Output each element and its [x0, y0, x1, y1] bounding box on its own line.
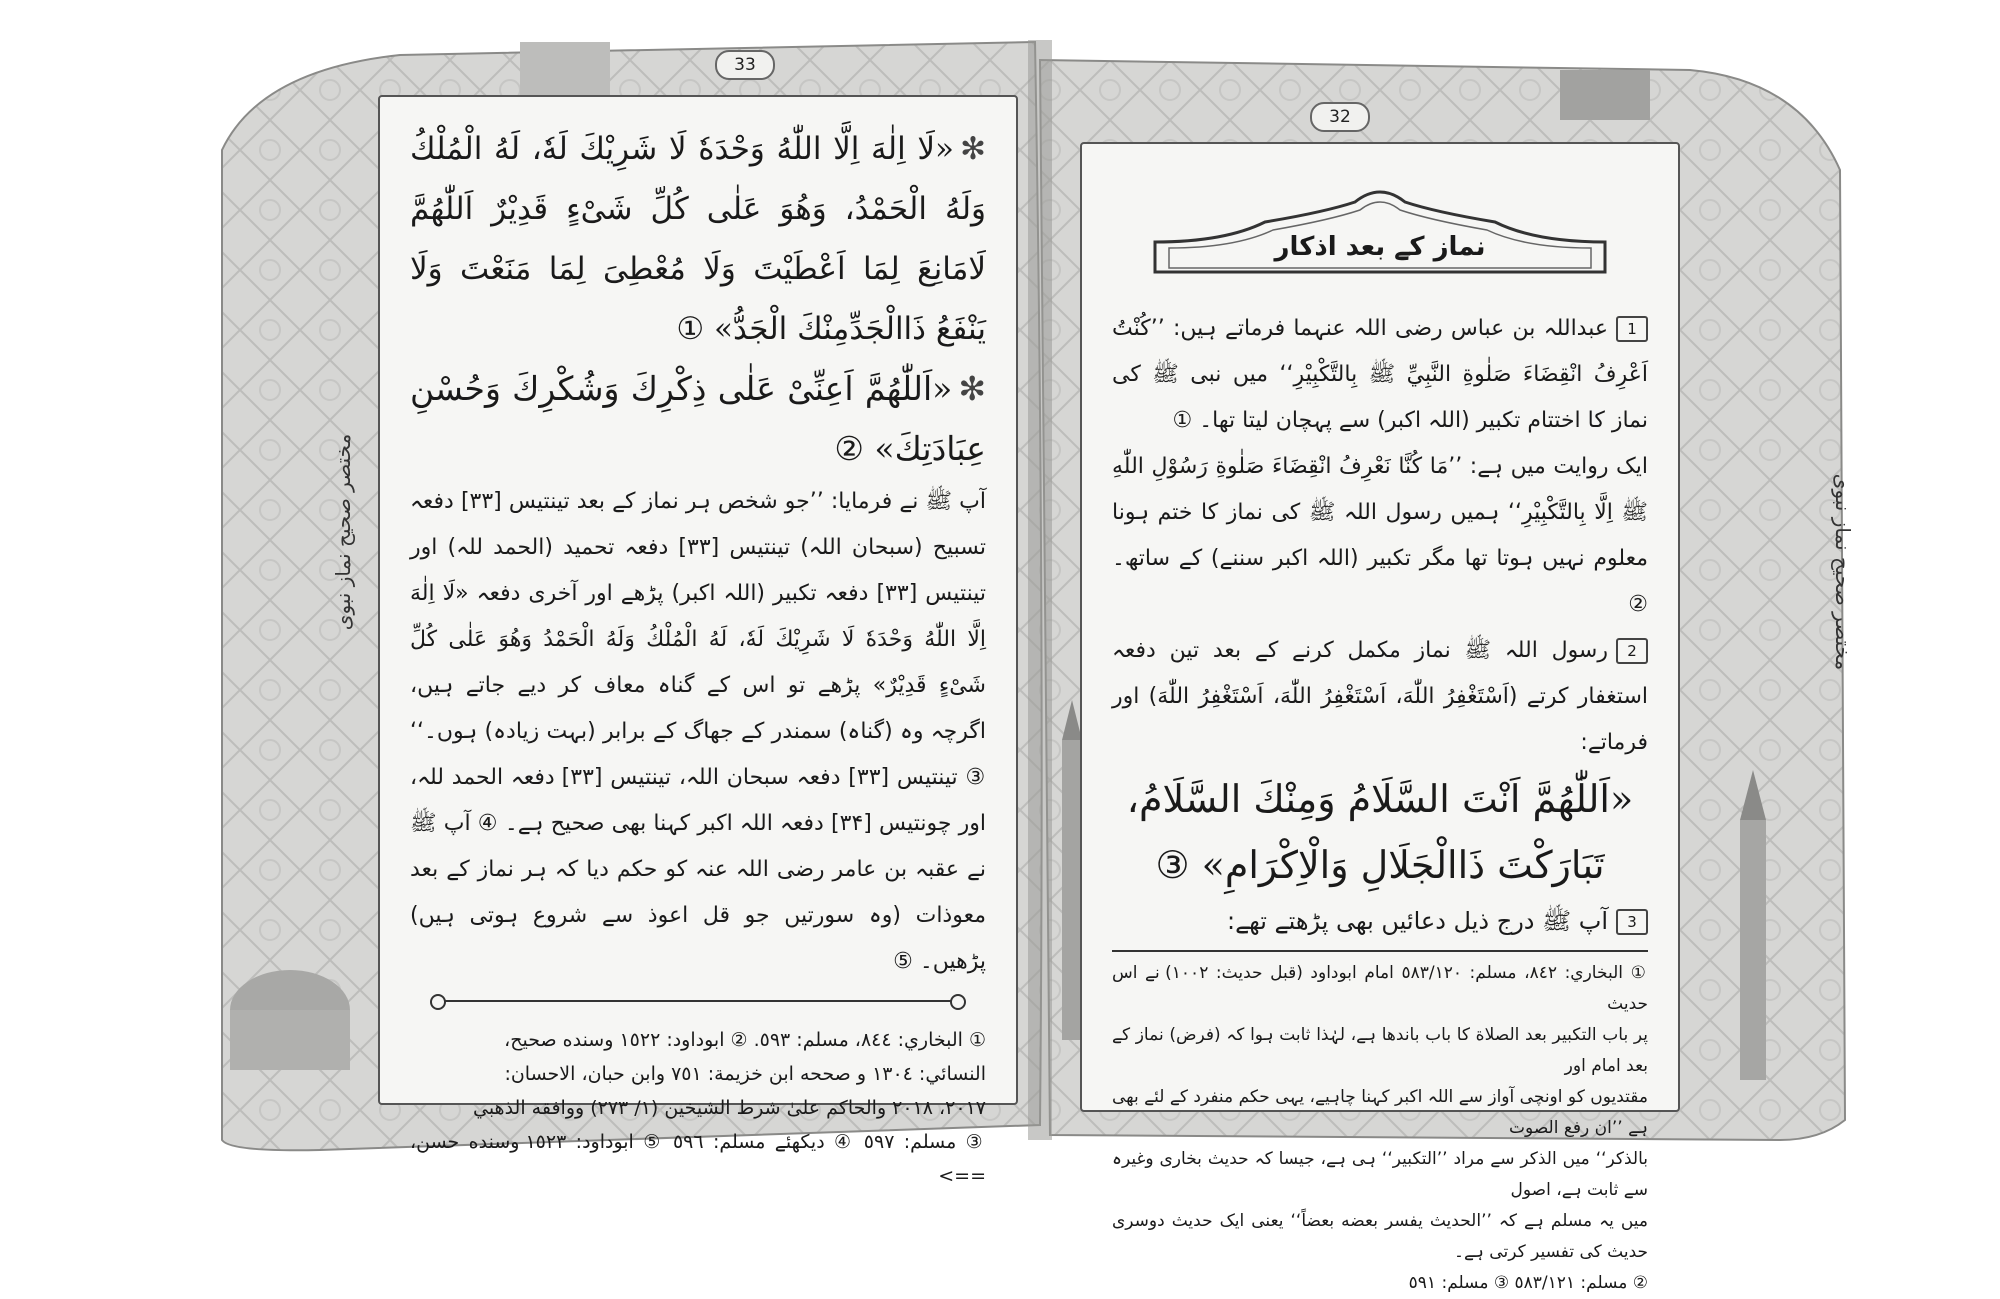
item-marker: 1 [1616, 316, 1648, 342]
page-number-left: 33 [715, 50, 775, 80]
right-page-content [1080, 142, 1680, 1293]
heading-frame-icon [1145, 182, 1615, 278]
star-icon: ✻ [958, 369, 986, 408]
footnote-rule [1112, 950, 1648, 952]
section-heading [1145, 182, 1615, 278]
left-page-content [378, 95, 1018, 1187]
dua-arabic-2: ✻«اَللّٰهُمَّ اَعِنِّیْ عَلٰی ذِكْرِكَ وَشُكْرِكَ وَحُسْنِ عِبَادَتِكَ» ② [410, 369, 986, 468]
item-marker: 3 [1616, 909, 1648, 935]
dua-arabic-main: «اَللّٰهُمَّ اَنْتَ السَّلَامُ وَمِنْكَ السَّلَامُ، تَبَارَكْتَ ذَاالْجَلَالِ وَالْاِكْرَامِ» ③ [1126, 777, 1634, 887]
left-side-title: مختصر صحیح نماز نبوی [331, 433, 356, 631]
item-1b: ایک روایت میں ہے: ’’مَا كُنَّا نَعْرِفُ انْقِضَاءَ صَلٰوةِ رَسُوْلِ اللّٰهِ ﷺ اِلَّا بِالتَّكْبِيْرِ‘‘ ہمیں رسول اللہ ﷺ کی نماز کا ختم ہونا معلوم نہیں ہوتا تھا مگر تکبیر (اللہ اکبر سننے) کے ساتھ۔ ② [1112, 454, 1648, 617]
footnotes-left [410, 1023, 986, 1193]
footnote-line: ① البخاري: ٨٤٤، مسلم: ٥٩٣. ② ابوداود: ١٥٢٢ وسنده صحيح، [504, 1029, 986, 1051]
item-3: 3آپ ﷺ درج ذیل دعائیں بھی پڑھتے تھے: [1112, 898, 1648, 944]
item-1: 1عبداللہ بن عباس رضی اللہ عنہما فرماتے ہیں: ’’كُنْتُ اَعْرِفُ انْقِضَاءَ صَلٰوةِ النَّبِيِّ ﷺ بِالتَّكْبِيْرِ‘‘ میں نبی ﷺ کی نماز کا اختتام تکبیر (اللہ اکبر) سے پہچان لیتا تھا۔ ① [1112, 316, 1648, 433]
footnote-line: ① البخاري: ٨٤٢، مسلم: ٥٨٣/١٢٠ امام ابوداود (قبل حدیث: ١٠٠٢) نے اس حدیث [1112, 963, 1649, 1014]
star-icon: ✻ [960, 131, 986, 167]
footnote-line: مقتدیوں کو اونچی آواز سے اللہ اکبر کہنا چاہیے، یہی حکم منفرد کے لئے بھی ہے ’’ان رفع الصوت [1112, 1087, 1648, 1138]
footnote-line: بالذكر‘‘ میں الذکر سے مراد ’’التکبیر‘‘ ہی ہے، جیسا کہ حدیث بخاری وغیرہ سے ثابت ہے، اصول [1112, 1149, 1648, 1200]
dua-arabic-1: ✻«لَا اِلٰهَ اِلَّا اللّٰهُ وَحْدَهٗ لَا شَرِیْكَ لَهٗ، لَهُ الْمُلْكُ وَلَهُ الْحَمْدُ، وَهُوَ عَلٰی كُلِّ شَیْءٍ قَدِیْرٌ اَللّٰهُمَّ لَامَانِعَ لِمَا اَعْطَیْتَ وَلَا مُعْطِیَ لِمَا مَنَعْتَ وَلَا یَنْفَعُ ذَاالْجَدِّمِنْكَ الْجَدُّ» ① [410, 131, 986, 347]
page-number-right: 32 [1310, 102, 1370, 132]
footnote-line: پر باب التكبير بعد الصلاة کا باب باندھا ہے، لہٰذا ثابت ہوا کہ (فرض) نماز کے بعد امام اور [1112, 1025, 1648, 1076]
item-marker: 2 [1616, 638, 1648, 664]
footnote-line: ③ مسلم: ٥٩٧ ④ دیکھئے مسلم: ٥٩٦ ⑤ ابوداود: ١٥٢٣ وسنده حسن، ==> [410, 1131, 986, 1187]
footnote-line: النسائي: ١٣٠٤ و صححه ابن خزيمة: ٧٥١ وابن حبان، الاحسان: [504, 1063, 986, 1085]
right-side-title: مختصر صحیح نماز نبوی [1831, 473, 1856, 671]
minaret-right [1062, 740, 1082, 1040]
item-2: 2رسول اللہ ﷺ نماز مکمل کرنے کے بعد تین دفعہ استغفار کرتے (اَسْتَغْفِرُ اللّٰهَ، اَسْتَغْفِرُ اللّٰهَ، اَسْتَغْفِرُ اللّٰهَ) اور فرماتے: [1112, 638, 1648, 755]
hadith-urdu-text: آپ ﷺ نے فرمایا: ’’جو شخص ہر نماز کے بعد تینتیس [۳۳] دفعہ تسبیح (سبحان اللہ) تینتیس [۳۳] دفعہ تحمید (الحمد للہ) اور تینتیس [۳۳] دفعہ تکبیر (اللہ اکبر) پڑھے اور آخری دفعہ «لَا اِلٰهَ اِلَّا اللّٰهُ وَحْدَهٗ لَا شَرِیْكَ لَهٗ، لَهُ الْمُلْكُ وَلَهُ الْحَمْدُ وَهُوَ عَلٰی كُلِّ شَیْءٍ قَدِیْرٌ» پڑھے تو اس کے گناہ معاف کر دیے جاتے ہیں، اگرچہ وہ (گناہ) سمندر کے جھاگ کے برابر (بہت زیادہ) ہوں۔‘‘ ③ تینتیس [۳۳] دفعہ سبحان اللہ، تینتیس [۳۳] دفعہ الحمد للہ، اور چونتیس [۳۴] دفعہ اللہ اکبر کہنا بھی صحیح ہے۔ ④ آپ ﷺ نے عقبہ بن عامر رضی اللہ عنہ کو حکم دیا کہ ہر نماز کے بعد معوذات (وہ سورتیں جو قل اعوذ سے شروع ہوتی ہیں) پڑھیں۔ ⑤ [410, 489, 986, 974]
footnote-line: میں یہ مسلم ہے کہ ’’الحدیث یفسر بعضه بعضاً‘‘ یعنی ایک حدیث دوسری حدیث کی تفسیر کرتی ہے۔ [1112, 1211, 1648, 1262]
footnote-line: ② مسلم: ٥٨٣/١٢١ ③ مسلم: ٥٩١ [1408, 1273, 1648, 1293]
footnote-line: ٢٠١٧، ٢٠١٨ والحاكم علىٰ شرط الشيخين (١/ ٢٧٣) ووافقه الذهبي [472, 1097, 986, 1119]
divider-ornament [420, 989, 976, 1013]
heading-title: نماز کے بعد اذکار [1274, 232, 1486, 262]
footnotes-right [1112, 958, 1648, 1299]
